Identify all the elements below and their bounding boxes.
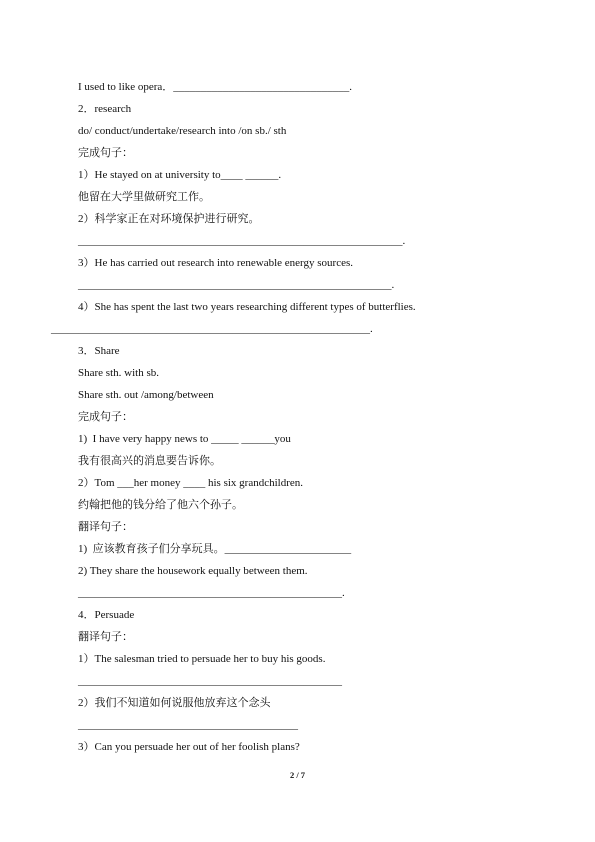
text-line: 约翰把他的钱分给了他六个孙子。 [78,499,243,511]
text-line: 他留在大学里做研究工作。 [78,191,210,203]
section-heading: 4．Persuade [78,609,135,621]
answer-line: ________________________________________________. [78,587,345,599]
text-line: Share sth. with sb. [78,367,159,379]
text-line: Share sth. out /among/between [78,389,214,401]
text-line: 完成句子： [78,147,133,159]
exercise-item: 3）He has carried out research into renewable energy sources. [78,257,353,269]
answer-line: ________________________________________ [78,719,298,731]
exercise-item: 1) I have very happy news to _____ ______you [78,433,291,445]
page-number: 2 / 7 [289,770,306,780]
answer-line: __________________________________________________________. [51,323,373,335]
exercise-item: 3）Can you persuade her out of her foolish plans? [78,741,300,753]
exercise-item: 2）我们不知道如何说服他放弃这个念头 [78,697,271,709]
answer-line: _________________________________________________________. [78,279,395,291]
text-line: I used to like opera．________________________________. [78,81,353,93]
answer-line: ___________________________________________________________. [78,235,406,247]
exercise-item: 2）Tom ___her money ____ his six grandchildren. [78,477,304,489]
exercise-item: 2）科学家正在对环境保护进行研究。 [78,213,260,225]
exercise-item: 1) 应该教育孩子们分享玩具。_______________________ [78,543,352,555]
section-heading: 2．research [78,103,132,115]
text-line: 翻译句子： [78,631,133,643]
text-line: 完成句子： [78,411,133,423]
text-line: do/ conduct/undertake/research into /on sb./ sth [78,125,287,137]
text-line: 翻译句子： [78,521,133,533]
text-line: 我有很高兴的消息要告诉你。 [78,455,221,467]
exercise-item: 1）The salesman tried to persuade her to buy his goods. [78,653,326,665]
exercise-item: 1）He stayed on at university to____ ______. [78,169,282,181]
exercise-item: 4）She has spent the last two years researching different types of butterflies. [78,301,416,313]
answer-line: ________________________________________________ [78,675,342,687]
exercise-item: 2) They share the housework equally between them. [78,565,308,577]
section-heading: 3．Share [78,345,120,357]
